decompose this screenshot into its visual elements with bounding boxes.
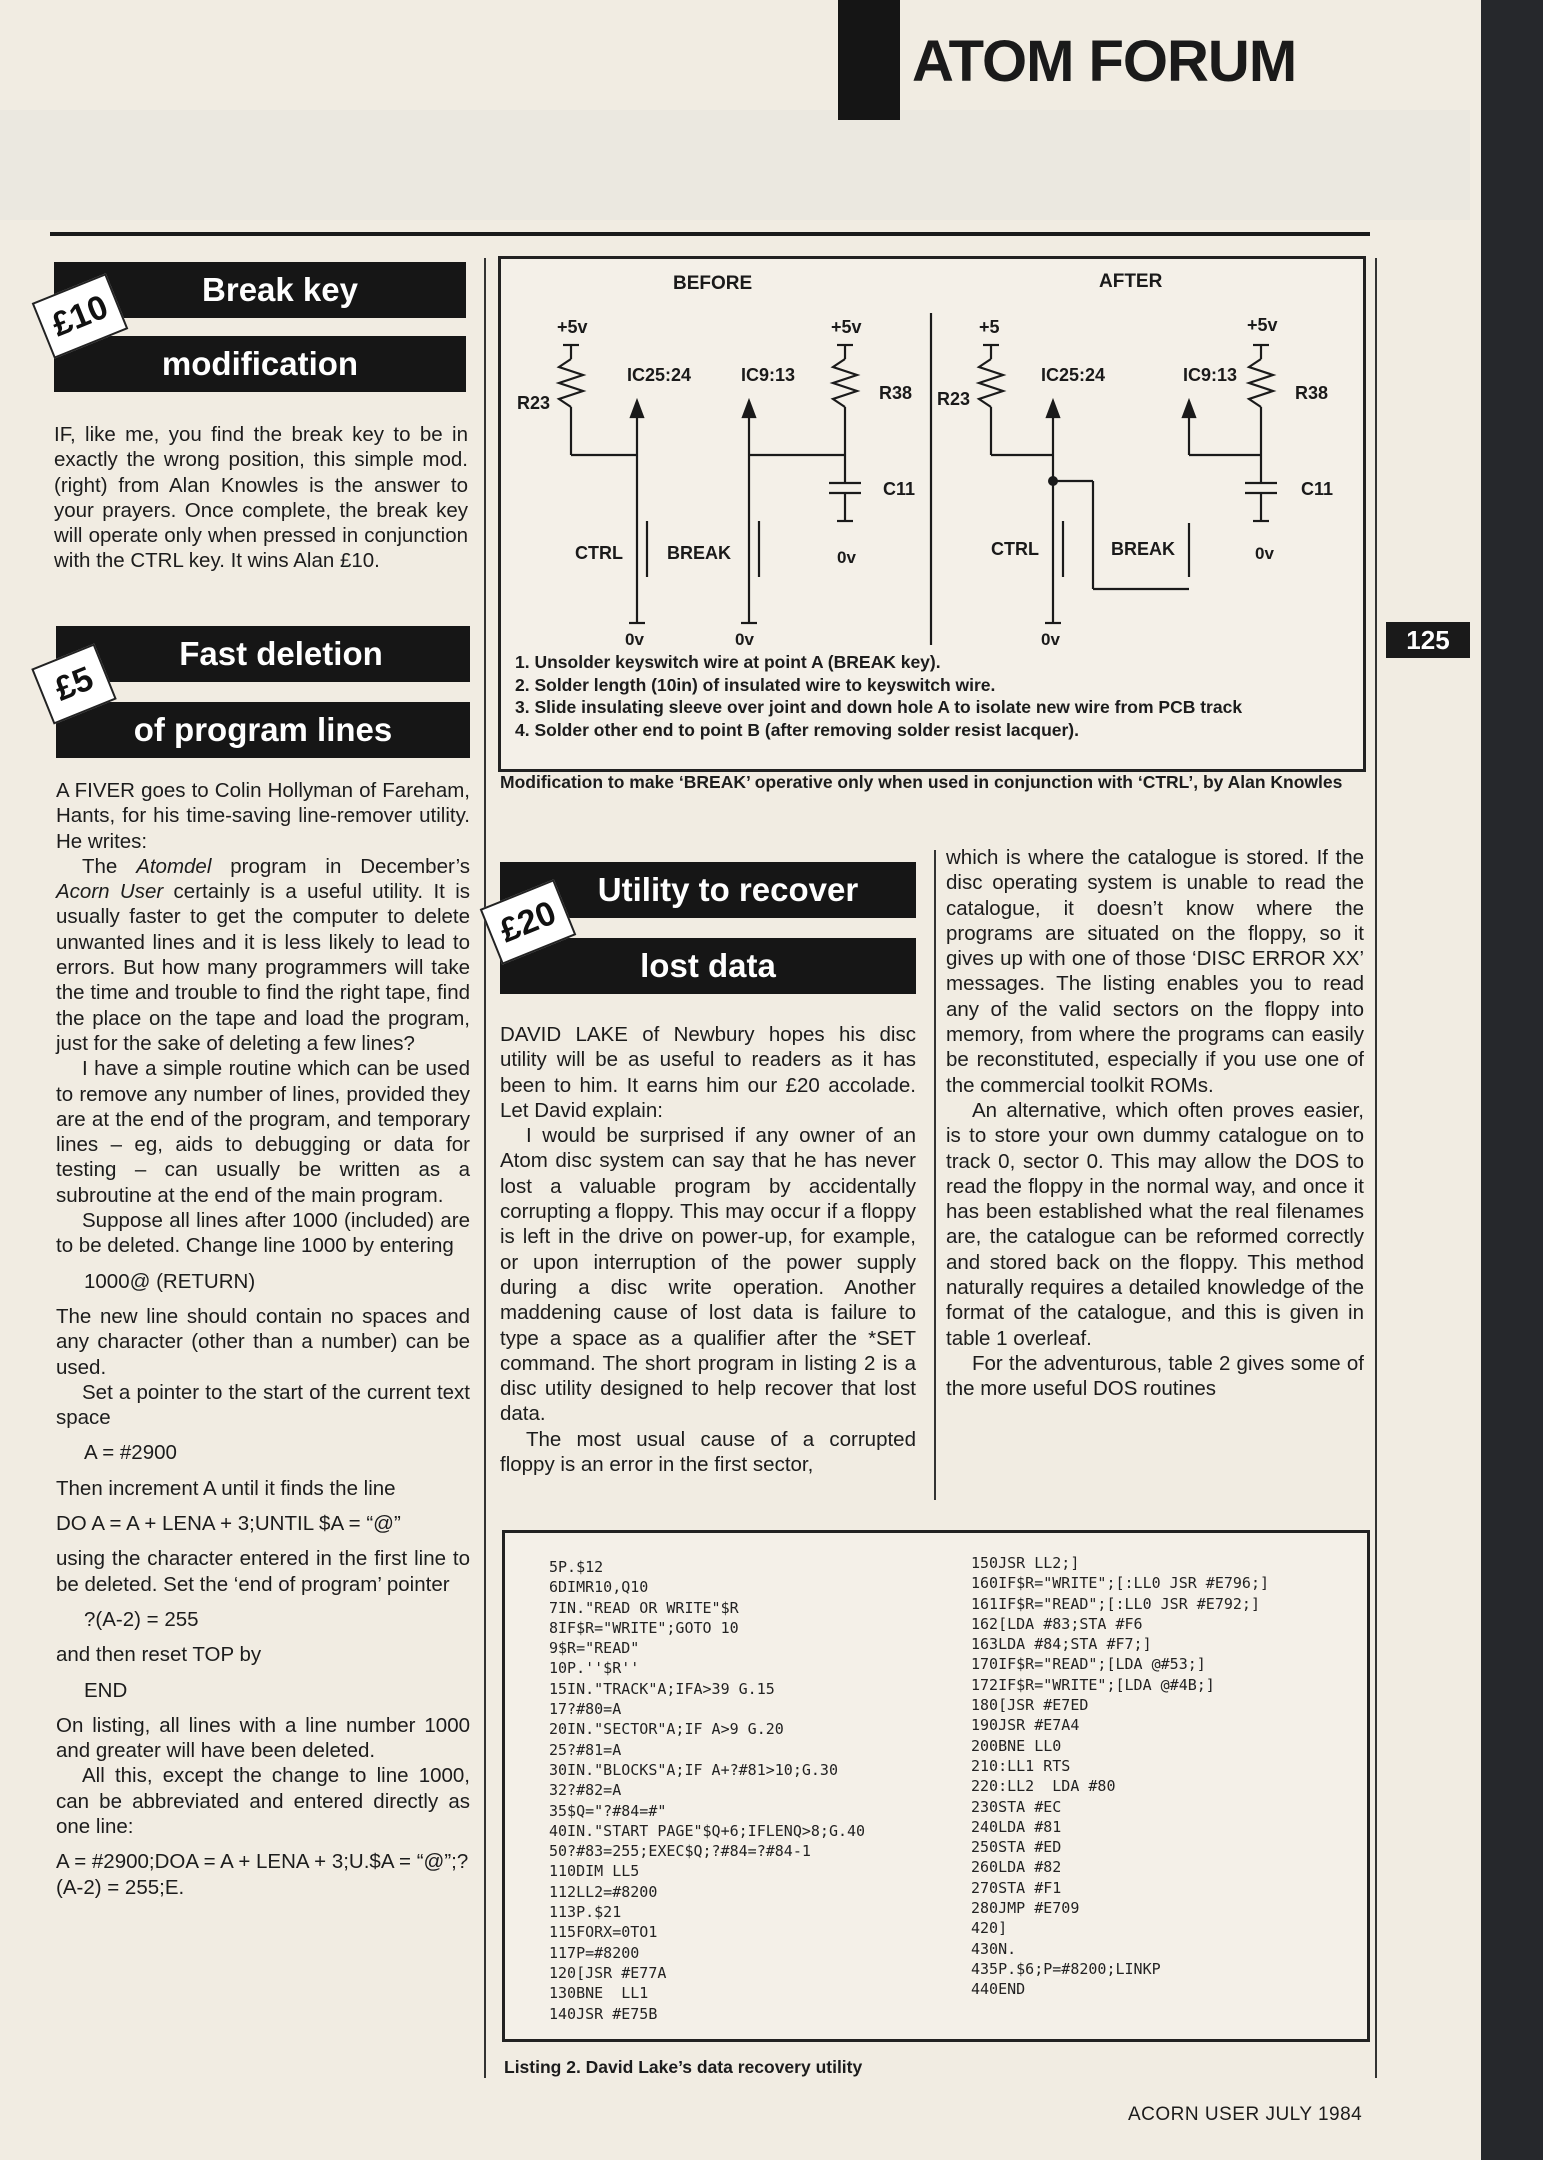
ground-label: 0v [1041,630,1060,649]
paragraph: Then increment A until it finds the line [56,1476,396,1500]
paragraph: DAVID LAKE of Newbury hopes his disc utility will be as useful to readers as it has been to him. It earns him our £20 accolade. Let David explain: [500,1023,916,1122]
article-title: lost data [500,938,916,994]
supply-label: +5v [1247,315,1278,335]
ctrl-key-label: CTRL [991,539,1039,559]
supply-label: +5v [557,317,588,337]
circuit-diagram [498,256,1366,772]
article-body [56,778,470,1900]
paragraph [56,854,470,1056]
paragraph: Suppose all lines after 1000 (included) are to be deleted. Change line 1000 by entering [56,1209,470,1258]
paragraph: A FIVER goes to Colin Hollyman of Fareham, Hants, for his time-saving line-remover utility. He writes: [56,779,470,853]
paragraph: using the character entered in the first line to be deleted. Set the ‘end of program’ pointer [56,1547,470,1596]
step: 1. Unsolder keyswitch wire at point A (BREAK key). [515,652,941,672]
after-label: AFTER [1099,271,1163,292]
code-line: DO A = A + LENA + 3;UNTIL $A = “@” [56,1512,401,1536]
code-line: 1000@ (RETURN) [84,1269,256,1293]
capacitor-label: C11 [1301,479,1334,499]
column-rule-2 [934,850,936,1500]
paragraph: An alternative, which often proves easier, is to store your own dummy catalogue on to track 0, sector 0. This may allow the DOS to read the floppy in the normal way, and once it has been established what the real filenames are, the catalogue can be reformed correctly and stored back on the floppy. This method naturally requires a detailed knowledge of the format of the catalogue, and this is given in table 1 overleaf. [946,1098,1364,1350]
text-run: program in December’s [211,854,470,878]
junction-dot [1048,476,1058,486]
page-number: 125 [1386,622,1470,658]
column-rule-3 [1375,258,1377,2078]
ic-pin-label: IC9:13 [1183,365,1238,385]
article-body-continued [946,845,1364,1402]
article-title: Break key [54,262,466,318]
text-run: The [82,854,137,878]
paragraph: which is where the catalogue is stored. If the disc operating system is unable to read the catalogue, it doesn’t know where the programs are situated on the floppy, so it gives up with one of those ‘DISC ERROR XX’ messages. The listing enables you to read any of the valid sectors on the floppy into memory, from where the programs can easily be reconstituted, especially if you use one of the commercial toolkit ROMs. [946,846,1364,1097]
resistor-label: R38 [879,383,913,403]
section-title: ATOM FORUM [912,29,1297,94]
resistor-label: R38 [1295,383,1329,403]
capacitor-label: C11 [883,479,916,499]
modification-steps [515,651,1345,741]
paragraph: and then reset TOP by [56,1643,262,1667]
ctrl-key-label: CTRL [575,543,623,563]
column-rule-1 [484,258,486,2078]
listing-right-column: 150JSR LL2;] 160IF$R="WRITE";[:LL0 JSR #E796;] 161IF$R="READ";[:LL0 JSR #E792;] 162[LDA #83;STA #F6 163LDA #84;STA #F7;] 170IF$R="READ";[LDA @#53;] 172IF$R="WRITE";[LDA @#4B;] 180[JSR #E7ED 190JSR #E7A4 200BNE LL0 210:LL1 RTS 220:LL2 LDA #80 230STA #EC 240LDA #81 250STA #ED 260LDA #82 270STA #F1 280JMP #E709 420] 430N. 435P.$6;P=#8200;LINKP 440END [971,1554,1270,1999]
paragraph: On listing, all lines with a line number 1000 and greater will have been deleted. [56,1713,470,1763]
paragraph: Set a pointer to the start of the current text space [56,1380,470,1430]
code-line: ?(A-2) = 255 [84,1607,199,1631]
header-block [838,0,900,120]
resistor-label: R23 [937,389,971,409]
diagram-caption: Modification to make ‘BREAK’ operative only when used in conjunction with ‘CTRL’, by Alan Knowles [500,772,1343,792]
footer-credit: ACORN USER JULY 1984 [1128,2104,1363,2125]
step: 4. Solder other end to point B (after removing solder resist lacquer). [515,719,1079,740]
program-name: Atomdel [136,854,212,878]
article-title: of program lines [56,702,470,758]
paragraph: IF, like me, you find the break key to be in exactly the wrong position, this simple mod. (right) from Alan Knowles is the answer to your prayers. Once complete, the break key will operate only when pressed in conjunction with the CTRL key. It wins Alan £10. [54,423,468,573]
paragraph: The most usual cause of a corrupted floppy is an error in the first sector, [500,1427,916,1477]
code-line: A = #2900 [84,1441,177,1465]
article-title: Utility to recover [500,862,916,918]
supply-label: +5 [979,317,1000,337]
magazine-name: Acorn User [56,880,164,904]
ic-pin-label: IC9:13 [741,365,796,385]
schematic-svg [501,259,1363,649]
step: 2. Solder length (10in) of insulated wire to keyswitch wire. [515,674,996,695]
prize-badge: £20 [480,879,577,965]
before-label: BEFORE [673,273,753,294]
ic-pin-label: IC25:24 [627,365,692,385]
paragraph: For the adventurous, table 2 gives some of the more useful DOS routines [946,1351,1364,1401]
text-run: certainly is a useful utility. It is usually faster to get the computer to delete unwanted lines and it is less likely to lead to errors. But how many programmers will take the time and trouble to find the right tape, find the place on the tape and load the program, just for the sake of deleting a few lines? [56,880,471,1055]
page-edge-shadow [1481,0,1543,2160]
break-key-label: BREAK [1111,539,1176,559]
paragraph: I have a simple routine which can be used to remove any number of lines, provided they are at the end of the program, and temporary lines – eg, aids to debugging or data for testing – can usually be written as a subroutine at the end of the main program. [56,1057,470,1207]
article-body [500,1022,916,1477]
ground-label: 0v [625,630,644,649]
break-key-label: BREAK [667,543,732,563]
code-line: A = #2900;DOA = A + LENA + 3;U.$A = “@”;?(A-2) = 255;E. [56,1850,469,1899]
prize-badge: £10 [32,273,129,359]
paragraph: The new line should contain no spaces and any character (other than a number) can be used. [56,1304,470,1379]
listing-caption: Listing 2. David Lake’s data recovery utility [504,2057,863,2077]
ground-label: 0v [735,630,754,649]
article-title: Fast deletion [56,626,470,682]
paragraph: I would be surprised if any owner of an Atom disc system can say that he has never lost a valuable program by accidentally corrupting a floppy. This may occur if a floppy is left in the drive on power-up, for example, or upon interruption of the power supply during a disc write operation. Another maddening cause of lost data is failure to type a space as a qualifier after the *SET command. The short program in listing 2 is a disc utility designed to help recover that lost data. [500,1124,916,1426]
article-title: modification [54,336,466,392]
header-shade [0,110,1470,220]
ground-label: 0v [1255,544,1274,563]
article-body [54,422,468,574]
header-rule [50,232,1370,236]
supply-label: +5v [831,317,862,337]
resistor-label: R23 [517,393,551,413]
step: 3. Slide insulating sleeve over joint and down hole A to isolate new wire from PCB track [515,697,1243,717]
ic-pin-label: IC25:24 [1041,365,1106,385]
ground-label: 0v [837,548,856,567]
program-listing [502,1530,1370,2042]
prize-badge: £5 [31,643,117,724]
paragraph: All this, except the change to line 1000, can be abbreviated and entered directly as one line: [56,1764,470,1838]
listing-left-column: 5P.$12 6DIMR10,Q10 7IN."READ OR WRITE"$R 8IF$R="WRITE";GOTO 10 9$R="READ" 10P.''$R'' 15IN."TRACK"A;IFA>39 G.15 17?#80=A 20IN."SECTOR"A;IF A>9 G.20 25?#81=A 30IN."BLOCKS"A;IF A+?#81>10;G.30 32?#82=A 35$Q="?#84=#" 40IN."START PAGE"$Q+6;IFLENQ>8;G.40 50?#83=255;EXEC$Q;?#84=?#84-1 110DIM LL5 112LL2=#8200 113P.$21 115FORX=0TO1 117P=#8200 120[JSR #E77A 130BNE LL1 140JSR #E75B [549,1558,866,2023]
code-line: END [84,1678,128,1702]
